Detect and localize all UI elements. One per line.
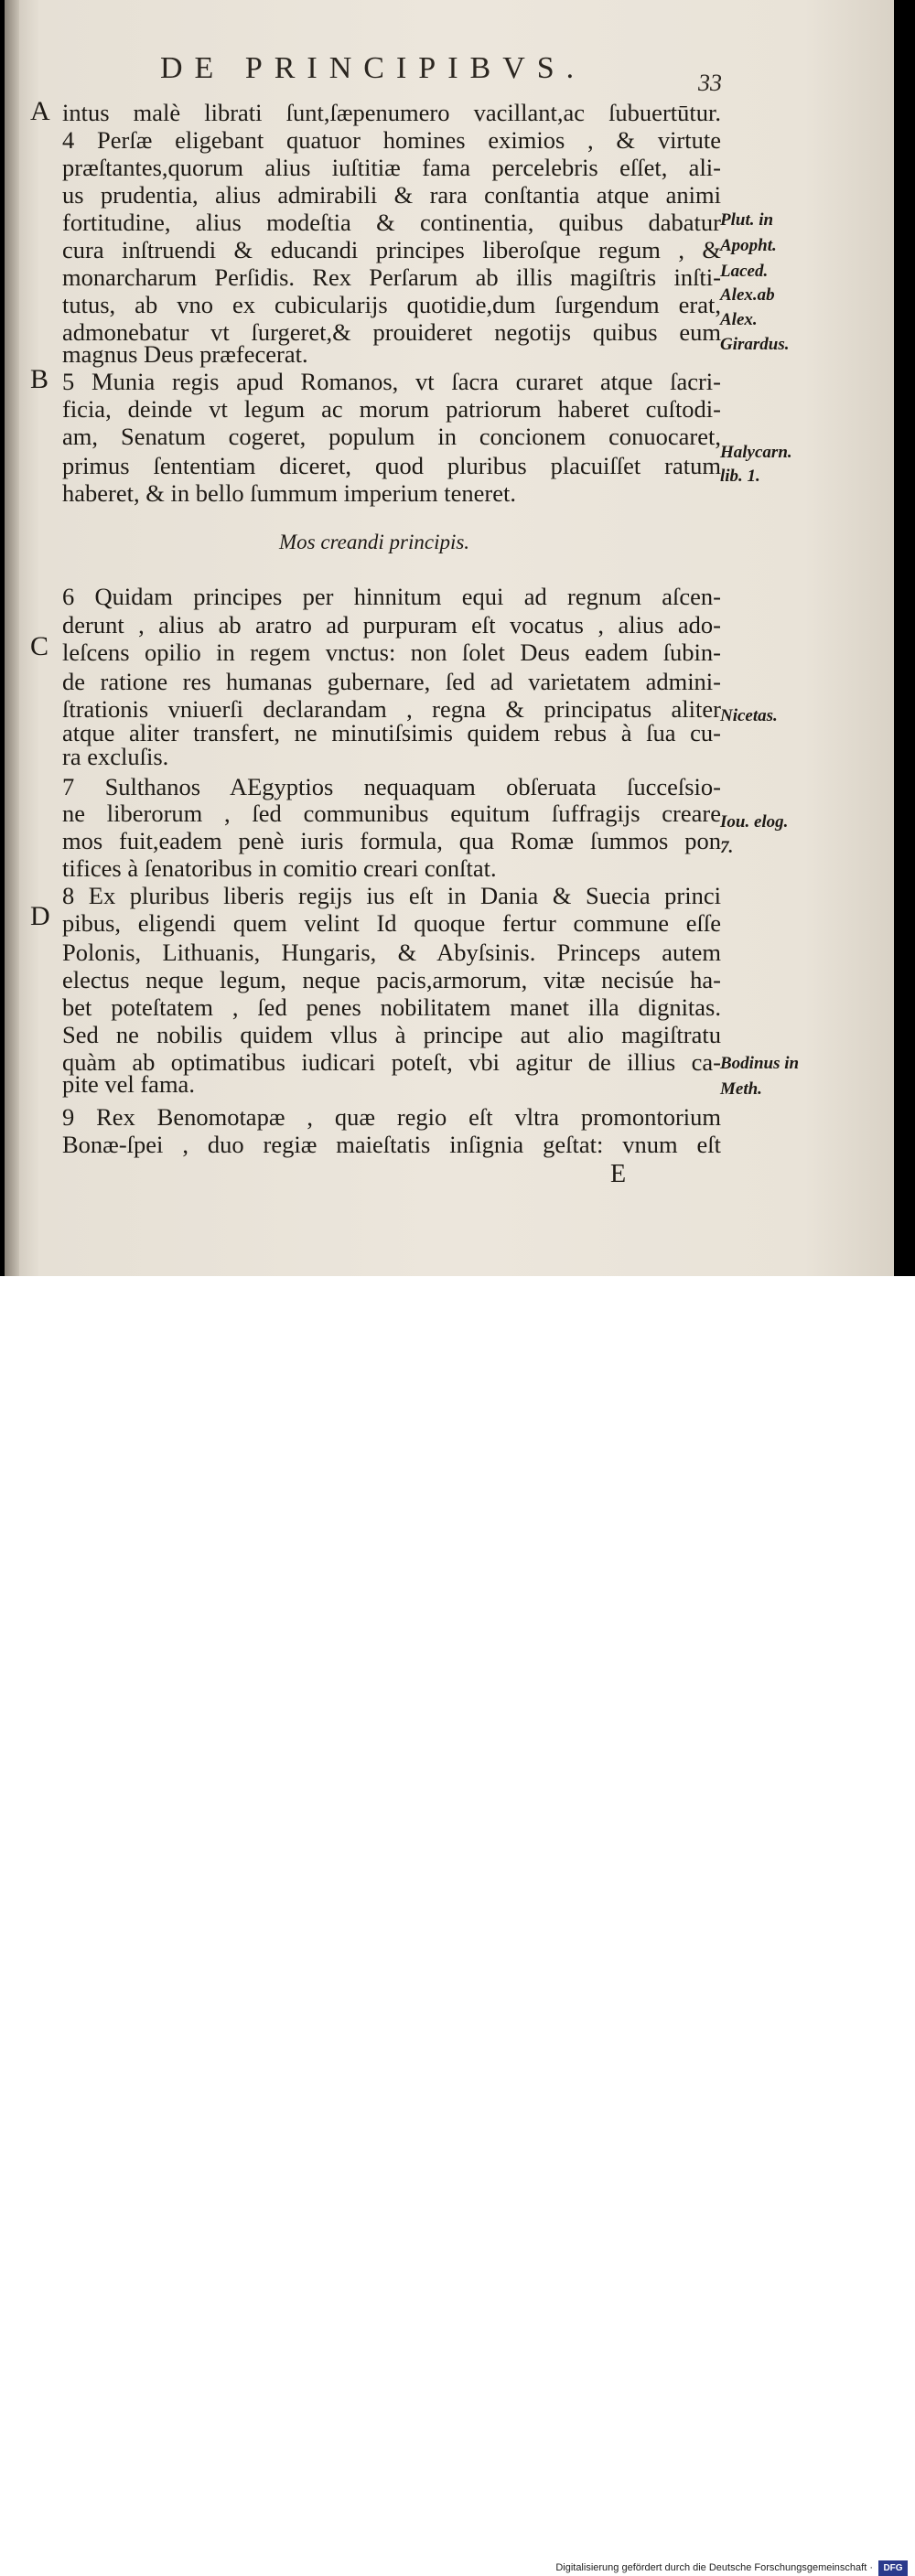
dfg-logo: DFG (878, 2560, 908, 2576)
text-line: quàm ab optimatibus iudicari poteſt, vbi agitur de illius ca- (62, 1048, 721, 1076)
marginal-note: Bodinus in (720, 1054, 800, 1073)
footer-credit: Digitalisierung gefördert durch die Deutsche Forschungsgemeinschaft · (555, 2562, 873, 2573)
text-line: de ratione res humanas gubernare, ſed ad varietatem admini- (62, 668, 721, 695)
running-head: DE PRINCIPIBVS. (160, 51, 587, 85)
marginal-note: Plut. in (720, 210, 774, 230)
text-line: 8 Ex pluribus liberis regijs ius eſt in Dania & Suecia princi (62, 882, 721, 909)
text-line: 5 Munia regis apud Romanos, vt ſacra curaret atque ſacri- (62, 368, 721, 395)
marginal-note: Alex.ab (720, 285, 775, 305)
page-number: 33 (698, 70, 722, 96)
text-line: bet poteſtatem , ſed penes nobilitatem manet illa dignitas. (62, 993, 721, 1021)
text-line: tifices à ſenatoribus in comitio creari conſtat. (62, 854, 497, 882)
marginal-note: Girardus. (720, 335, 790, 354)
margin-letter-d: D (30, 901, 50, 931)
marginal-note: Apopht. (720, 236, 777, 255)
text-line: leſcens opilio in regem vnctus: non ſolet Deus eadem ſubin- (62, 639, 721, 666)
text-line: cura inſtruendi & educandi principes liberoſque regum , & (62, 236, 721, 263)
catchword: E (610, 1160, 627, 1188)
marginal-note: 7. (720, 838, 734, 857)
text-line: Sed ne nobilis quidem vllus à principe aut alio magiſtratu (62, 1021, 721, 1048)
text-line: derunt , alius ab aratro ad purpuram eſt vocatus , alius ado- (62, 611, 721, 639)
text-line: fortitudine, alius modeſtia & continentia, quibus dabatur (62, 209, 721, 236)
marginal-note: Alex. (720, 310, 758, 329)
text-line: am, Senatum cogeret, populum in concionem conuocaret, (62, 423, 721, 450)
page-spine-shadow (5, 0, 19, 1276)
text-line: mos fuit,eadem penè iuris formula, qua Romæ ſummos pon (62, 827, 721, 854)
marginal-note: Iou. elog. (720, 812, 789, 832)
marginal-note: lib. 1. (720, 467, 760, 486)
text-line: Polonis, Lithuanis, Hungaris, & Abyſsinis. Princeps autem (62, 939, 721, 966)
marginal-note: Halycarn. (720, 443, 792, 462)
margin-letter-b: B (30, 364, 49, 394)
text-line: ra excluſis. (62, 743, 169, 770)
margin-letter-a: A (30, 96, 50, 126)
scanned-page (0, 0, 915, 1276)
text-line: admonebatur vt ſurgeret,& prouideret negotijs quibus eum (62, 318, 721, 346)
text-line: 4 Perſæ eligebant quatuor homines eximios , & virtute (62, 126, 721, 154)
text-line: us prudentia, alius admirabili & rara conſtantia atque animi (62, 181, 721, 209)
text-line: magnus Deus præfecerat. (62, 340, 308, 368)
marginal-note: Laced. (720, 262, 769, 281)
text-line: monarcharum Perſidis. Rex Perſarum ab illis magiſtris inſti- (62, 263, 721, 291)
text-line: ſtrationis vniuerſi declarandam , regna & principatus aliter (62, 695, 721, 723)
text-line: præſtantes,quorum alius iuſtitiæ fama percelebris eſſet, ali- (62, 154, 721, 181)
text-line: haberet, & in bello ſummum imperium teneret. (62, 479, 517, 507)
marginal-note: Meth. (720, 1079, 762, 1099)
text-line: tutus, ab vno ex cubicularijs quotidie,dum ſurgendum erat, (62, 291, 721, 318)
text-line: 7 Sulthanos AEgyptios nequaquam obſeruata ſucceſsio- (62, 773, 721, 800)
text-line: ne liberorum , ſed communibus equitum ſuffragijs creare (62, 800, 721, 827)
page-paper (5, 0, 894, 1276)
text-line: ficia, deinde vt legum ac morum patriorum haberet cuſtodi- (62, 395, 721, 423)
text-line: pite vel fama. (62, 1070, 195, 1098)
text-line: 6 Quidam principes per hinnitum equi ad regnum aſcen- (62, 583, 721, 610)
text-line: 9 Rex Benomotapæ , quæ regio eſt vltra promontorium (62, 1103, 721, 1131)
margin-letter-c: C (30, 631, 49, 661)
text-line: intus malè librati ſunt,ſæpenumero vacillant,ac ſubuertūtur. (62, 99, 721, 126)
text-line: pibus, eligendi quem velint Id quoque fertur commune eſſe (62, 909, 721, 937)
text-line: Bonæ-ſpei , duo regiæ maieſtatis inſignia geſtat: vnum eſt (62, 1131, 721, 1158)
text-line: electus neque legum, neque pacis,armorum, vitæ necisúe ha- (62, 966, 721, 993)
section-heading: Mos creandi principis. (279, 531, 470, 553)
marginal-note: Nicetas. (720, 706, 778, 725)
text-line: atque aliter transfert, ne minutiſsimis quidem rebus à ſua cu- (62, 719, 721, 746)
footer-bar (0, 1276, 915, 2573)
text-line: primus ſententiam diceret, quod pluribus placuiſſet ratum (62, 452, 721, 479)
